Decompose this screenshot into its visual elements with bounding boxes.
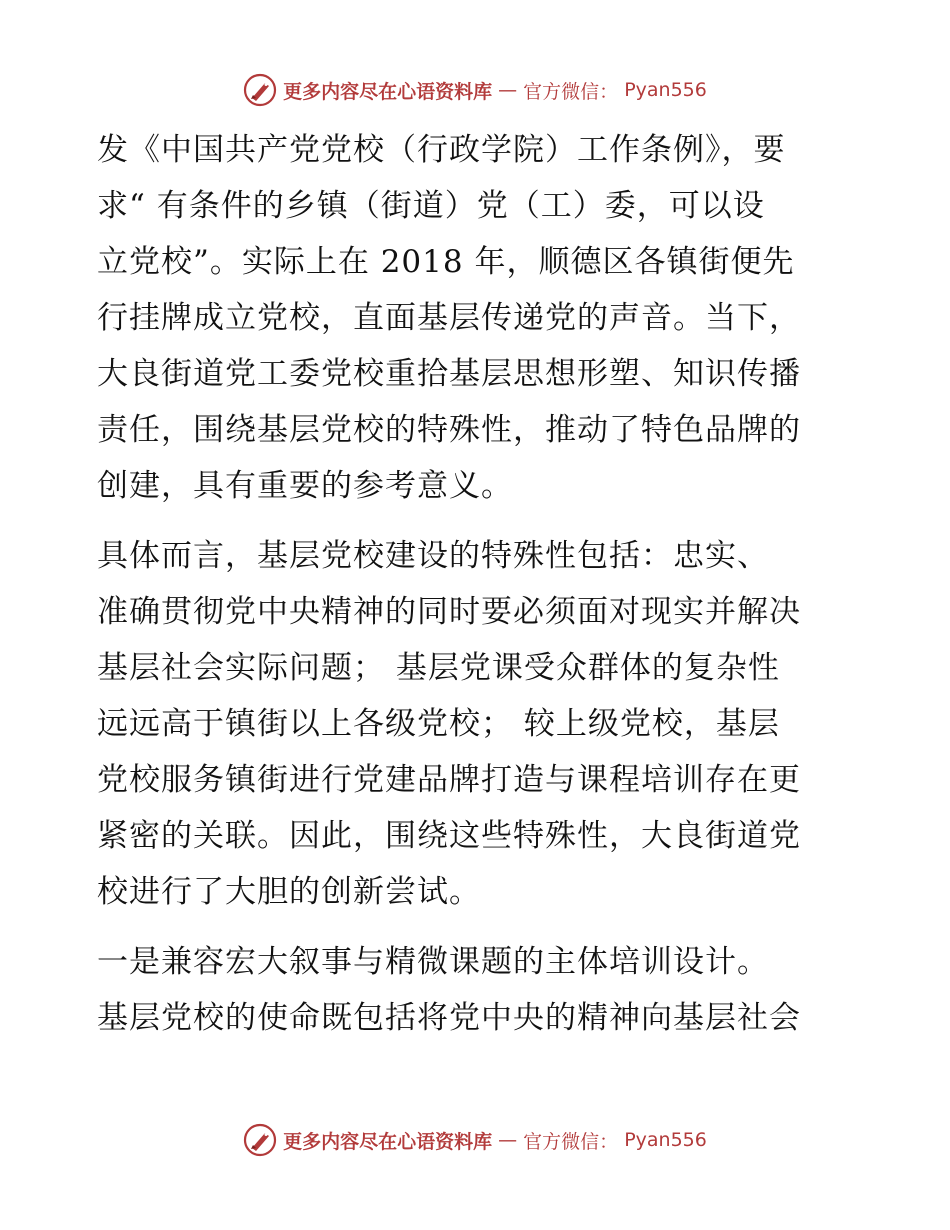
text-line: 发《中国共产党党校（行政学院）工作条例》，要: [97, 132, 786, 168]
watermark-wechat-id: Pyan556: [624, 1129, 707, 1151]
text-line: 大良街道党工委党校重拾基层思想形塑、知识传播: [97, 356, 801, 392]
text-line: 基层党校的使命既包括将党中央的精神向基层社会: [97, 1000, 801, 1036]
paragraph-1: [97, 122, 857, 514]
text-line: 校进行了大胆的创新尝试。: [97, 874, 481, 910]
paragraph-spacer: [97, 920, 857, 934]
text-line: 求“ 有条件的乡镇（街道）党（工）委，可以设: [97, 188, 765, 224]
text-line: 责任，围绕基层党校的特殊性，推动了特色品牌的: [97, 412, 801, 448]
fountain-pen-logo-icon: [243, 73, 277, 107]
watermark-main-text: 更多内容尽在心语资料库: [283, 80, 493, 103]
text-line: 党校服务镇街进行党建品牌打造与课程培训存在更: [97, 762, 801, 798]
watermark-main-text: 更多内容尽在心语资料库: [283, 1130, 493, 1153]
watermark-wechat-id: Pyan556: [624, 79, 707, 101]
paragraph-2: [97, 528, 857, 920]
text-line: 远远高于镇街以上各级党校； 较上级党校，基层: [97, 706, 780, 742]
document-body: [97, 122, 857, 1046]
text-line: 基层社会实际问题； 基层党课受众群体的复杂性: [97, 650, 780, 686]
text-line: 具体而言，基层党校建设的特殊性包括：忠实、: [97, 538, 769, 574]
paragraph-3: [97, 934, 857, 1046]
watermark-separator: —: [498, 79, 518, 101]
text-line: 行挂牌成立党校，直面基层传递党的声音。当下，: [97, 300, 801, 336]
text-line: 准确贯彻党中央精神的同时要必须面对现实并解决: [97, 594, 801, 630]
watermark-separator: —: [498, 1129, 518, 1151]
fountain-pen-logo-icon: [243, 1123, 277, 1157]
text-line: 一是兼容宏大叙事与精微课题的主体培训设计。: [97, 944, 769, 980]
text-line: 立党校”。实际上在 2018 年，顺德区各镇街便先: [97, 244, 795, 280]
paragraph-spacer: [97, 514, 857, 528]
header-watermark: [0, 68, 950, 112]
text-line: 创建，具有重要的参考意义。: [97, 468, 513, 504]
text-line: 紧密的关联。因此，围绕这些特殊性，大良街道党: [97, 818, 801, 854]
watermark-secondary-text: 官方微信：: [523, 80, 619, 103]
watermark-secondary-text: 官方微信：: [523, 1130, 619, 1153]
footer-watermark: [0, 1118, 950, 1162]
